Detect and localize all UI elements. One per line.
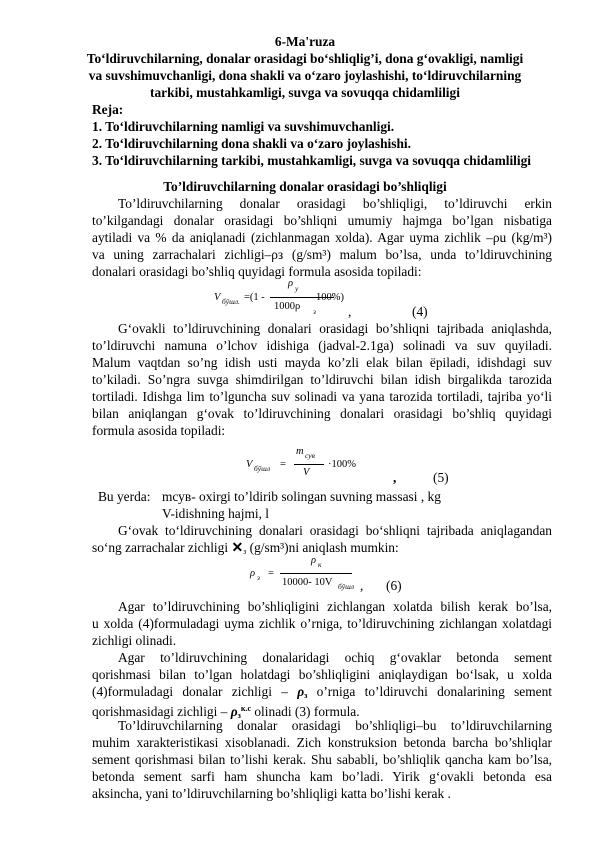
formula4-tail: 100%): [316, 292, 344, 303]
formula5-separator: ,: [393, 470, 397, 485]
para4-line-3: zichligi olinadi.: [92, 633, 177, 648]
plan-item-2: 2. To‘ldiruvchilarning dona shakli va o‘zaro joylashishi.: [92, 136, 411, 151]
para6-line-1: To’ldiruvchilarning donalar orasidagi bo’shliqligi–bu to’ldiruvchilarning: [118, 718, 552, 733]
formula4-lhs-sub: бўшл.: [222, 297, 240, 306]
para5-line-4-tail: olinadi (3) formula.: [251, 704, 360, 719]
plan-item-1: 1. To‘ldiruvchilarning namligi va suvshimuvchanligi.: [92, 119, 395, 134]
para1-line-2: to’kilgandagi donalar orasidagi bo’shliqni umumiy hajmga bo’lgan nisbatiga: [92, 213, 552, 228]
formula4-number: (4): [412, 304, 428, 319]
para4-line-1: Agar to’ldiruvchining bo’shliqligini zichlangan xolatda bilish kerak bo’lsa,: [118, 599, 552, 614]
formula6-lhs: ρ: [250, 568, 256, 579]
formula6-number: (6): [386, 578, 402, 593]
title-line-2: va suvshimuvchanligi, dona shakli va o‘zaro joylashishi, to‘ldiruvchilarning: [88, 68, 522, 83]
formula4-separator: ,: [348, 304, 352, 319]
formula5-num: m: [296, 446, 304, 457]
para6-line-2: muhim xarakteristikasi xisoblanadi. Zich konstruksion betonda barcha bo’shliqlar: [92, 735, 552, 750]
density-symbol: ✕: [231, 541, 244, 556]
rho-symbol: ρ: [297, 684, 305, 699]
para2-line-5: tortiladi. Idishga lim to’lguncha suv solinadi va yana tarozida tortiladi, tajriba yo‘li: [92, 389, 552, 404]
para6-line-5: aksincha, yani to’ldiruvchilarning bo’shliqligi katta bo’lishi kerak .: [92, 786, 451, 801]
rho-ks-symbol: ρ: [230, 704, 238, 719]
para5-line-3-tail: o’rniga to’ldiruvchi donalarining sement: [307, 684, 553, 699]
para3-line-2-text: so‘ng zarrachalar zichligi: [92, 540, 229, 555]
title-line-3: tarkibi, mustahkamligi, suvga va sovuqqa chidamliligi: [150, 85, 460, 100]
formula6-lhs-sub: з: [257, 573, 260, 582]
formula6-eq: =: [268, 568, 274, 579]
para4-line-2: u xolda (4)formuladagi uyma zichlik o’rniga, to’ldiruvchining zichlangan xolatdagi: [92, 616, 552, 631]
para2-line-2: to’ldiruvchi namuna o’lchov idishiga (jadval-2.1ga) solinadi va suv quyiladi.: [92, 338, 552, 353]
where-label: Bu yerda:: [98, 489, 151, 504]
para6-line-4: betonda sement sarfi ham shuncha kam bo’ladi. Yirik g‘ovakli betonda esa: [92, 769, 552, 784]
lecture-number: 6-Ma'ruza: [274, 34, 336, 49]
density-symbol-sub: з: [243, 547, 247, 556]
para2-line-3: Malum vaqtdan so’ng idish usti mayda ko’zli elak bilan ёpiladi, idishdagi suv: [92, 355, 552, 370]
where-item-1: mсув- oxirgi to’ldirib solingan suvning massasi , kg: [162, 489, 441, 504]
formula6-fraction-bar: [280, 573, 352, 574]
title-line-1: To‘ldiruvchilarning, donalar orasidagi bo‘shliqlig’i, dona g‘ovakligi, namligi: [86, 51, 524, 66]
formula5-eq: =: [280, 459, 286, 470]
formula6-num: ρ: [311, 555, 317, 566]
para5-line-3-text: (4)formuladagi donalar zichligi –: [92, 684, 288, 699]
formula5-number: (5): [433, 470, 449, 485]
formula5-lhs: V: [246, 459, 253, 470]
formula5-num-sub: сув: [305, 451, 315, 460]
formula6-separator: ,: [360, 578, 364, 593]
para3-line-2: [92, 540, 399, 559]
formula4-lhs: V: [214, 292, 221, 303]
rho-symbol-sub: з: [304, 691, 308, 700]
formula6-den: 10000- 10V: [282, 577, 333, 588]
formula5-tail: ·100%: [328, 459, 356, 470]
para2-line-6: bilan aniqlangan g‘ovak to’ldiruvchining donalari orasidagi bo’shliq quyidagi: [92, 406, 552, 421]
section-heading: To’ldiruvchilarning donalar orasidagi bo’shliqligi: [163, 179, 447, 194]
formula4-den-sub: з: [313, 307, 316, 316]
formula4-num-sub: у: [295, 284, 299, 293]
rho-ks-symbol-sub: з: [237, 711, 241, 720]
formula5-fraction-bar: [294, 464, 324, 465]
para5-line-1: Agar to’ldiruvchining donalaridagi ochiq g‘ovaklar betonda sement: [118, 650, 552, 665]
para1-line-1: To’ldiruvchilarning donalar orasidagi bo’shliqligi, to’ldiruvchi erkin: [118, 196, 552, 211]
formula5-lhs-sub: бўшл: [254, 464, 271, 473]
para3-line-1: G‘ovak to‘ldiruvchining donalari orasidagi bo‘shliqni tajribada aniqlagandan: [118, 523, 552, 538]
formula6-den-sub: бўшл: [338, 582, 355, 591]
para5-line-2: qorishmasi bilan to’lgan holatdagi bo’shliqligini aniqlaydigan bo‘lsak, u xolda: [92, 667, 552, 682]
para2-line-7: formula asosida topiladi:: [92, 423, 226, 438]
formula4-num: ρ: [288, 278, 294, 289]
para5-line-4-text: qorishmasidagi zichligi –: [92, 704, 231, 719]
para3-line-2-tail: (g/sm³)ni aniqlash mumkin:: [246, 540, 399, 555]
where-item-2: V-idishning hajmi, l: [162, 506, 270, 521]
formula5-den: V: [303, 467, 310, 478]
para1-line-5: donalari orasidagi bo’shliq quyidagi formula asosida topiladi:: [92, 264, 422, 279]
para2-line-4: to’kiladi. So’ngra suvga shimdirilgan to’ldiruvchi bilan idish birgalikda tarozida: [92, 372, 552, 387]
formula6-num-sub: к: [318, 560, 322, 569]
para6-line-3: sement qorishmasi bilan to’lishi kerak. Shu sababli, bo’shliqlik qancha kam bo’lsa,: [92, 752, 552, 767]
plan-heading: Reja:: [92, 102, 124, 117]
rho-ks-symbol-sup: к.с: [240, 704, 252, 713]
para1-line-4: va uning zarrachalari zichligi–ρз (g/sm³) malum bo’lsa, unda to’ldiruvchining: [92, 247, 552, 262]
plan-item-3: 3. To‘ldiruvchilarning tarkibi, mustahkamligi, suvga va sovuqqa chidamliligi: [92, 153, 532, 168]
para2-line-1: G‘ovakli to’ldiruvchining donalari orasidagi bo’shliqni tajribada aniqlashda,: [118, 321, 552, 336]
formula4-eq: =(1 -: [244, 292, 265, 303]
formula4-den: 1000ρ: [274, 301, 301, 312]
para1-line-3: aytiladi va % da aniqlanadi (zichlanmagan xolda). Agar uyma zichlik –ρu (kg/m³): [92, 230, 552, 245]
